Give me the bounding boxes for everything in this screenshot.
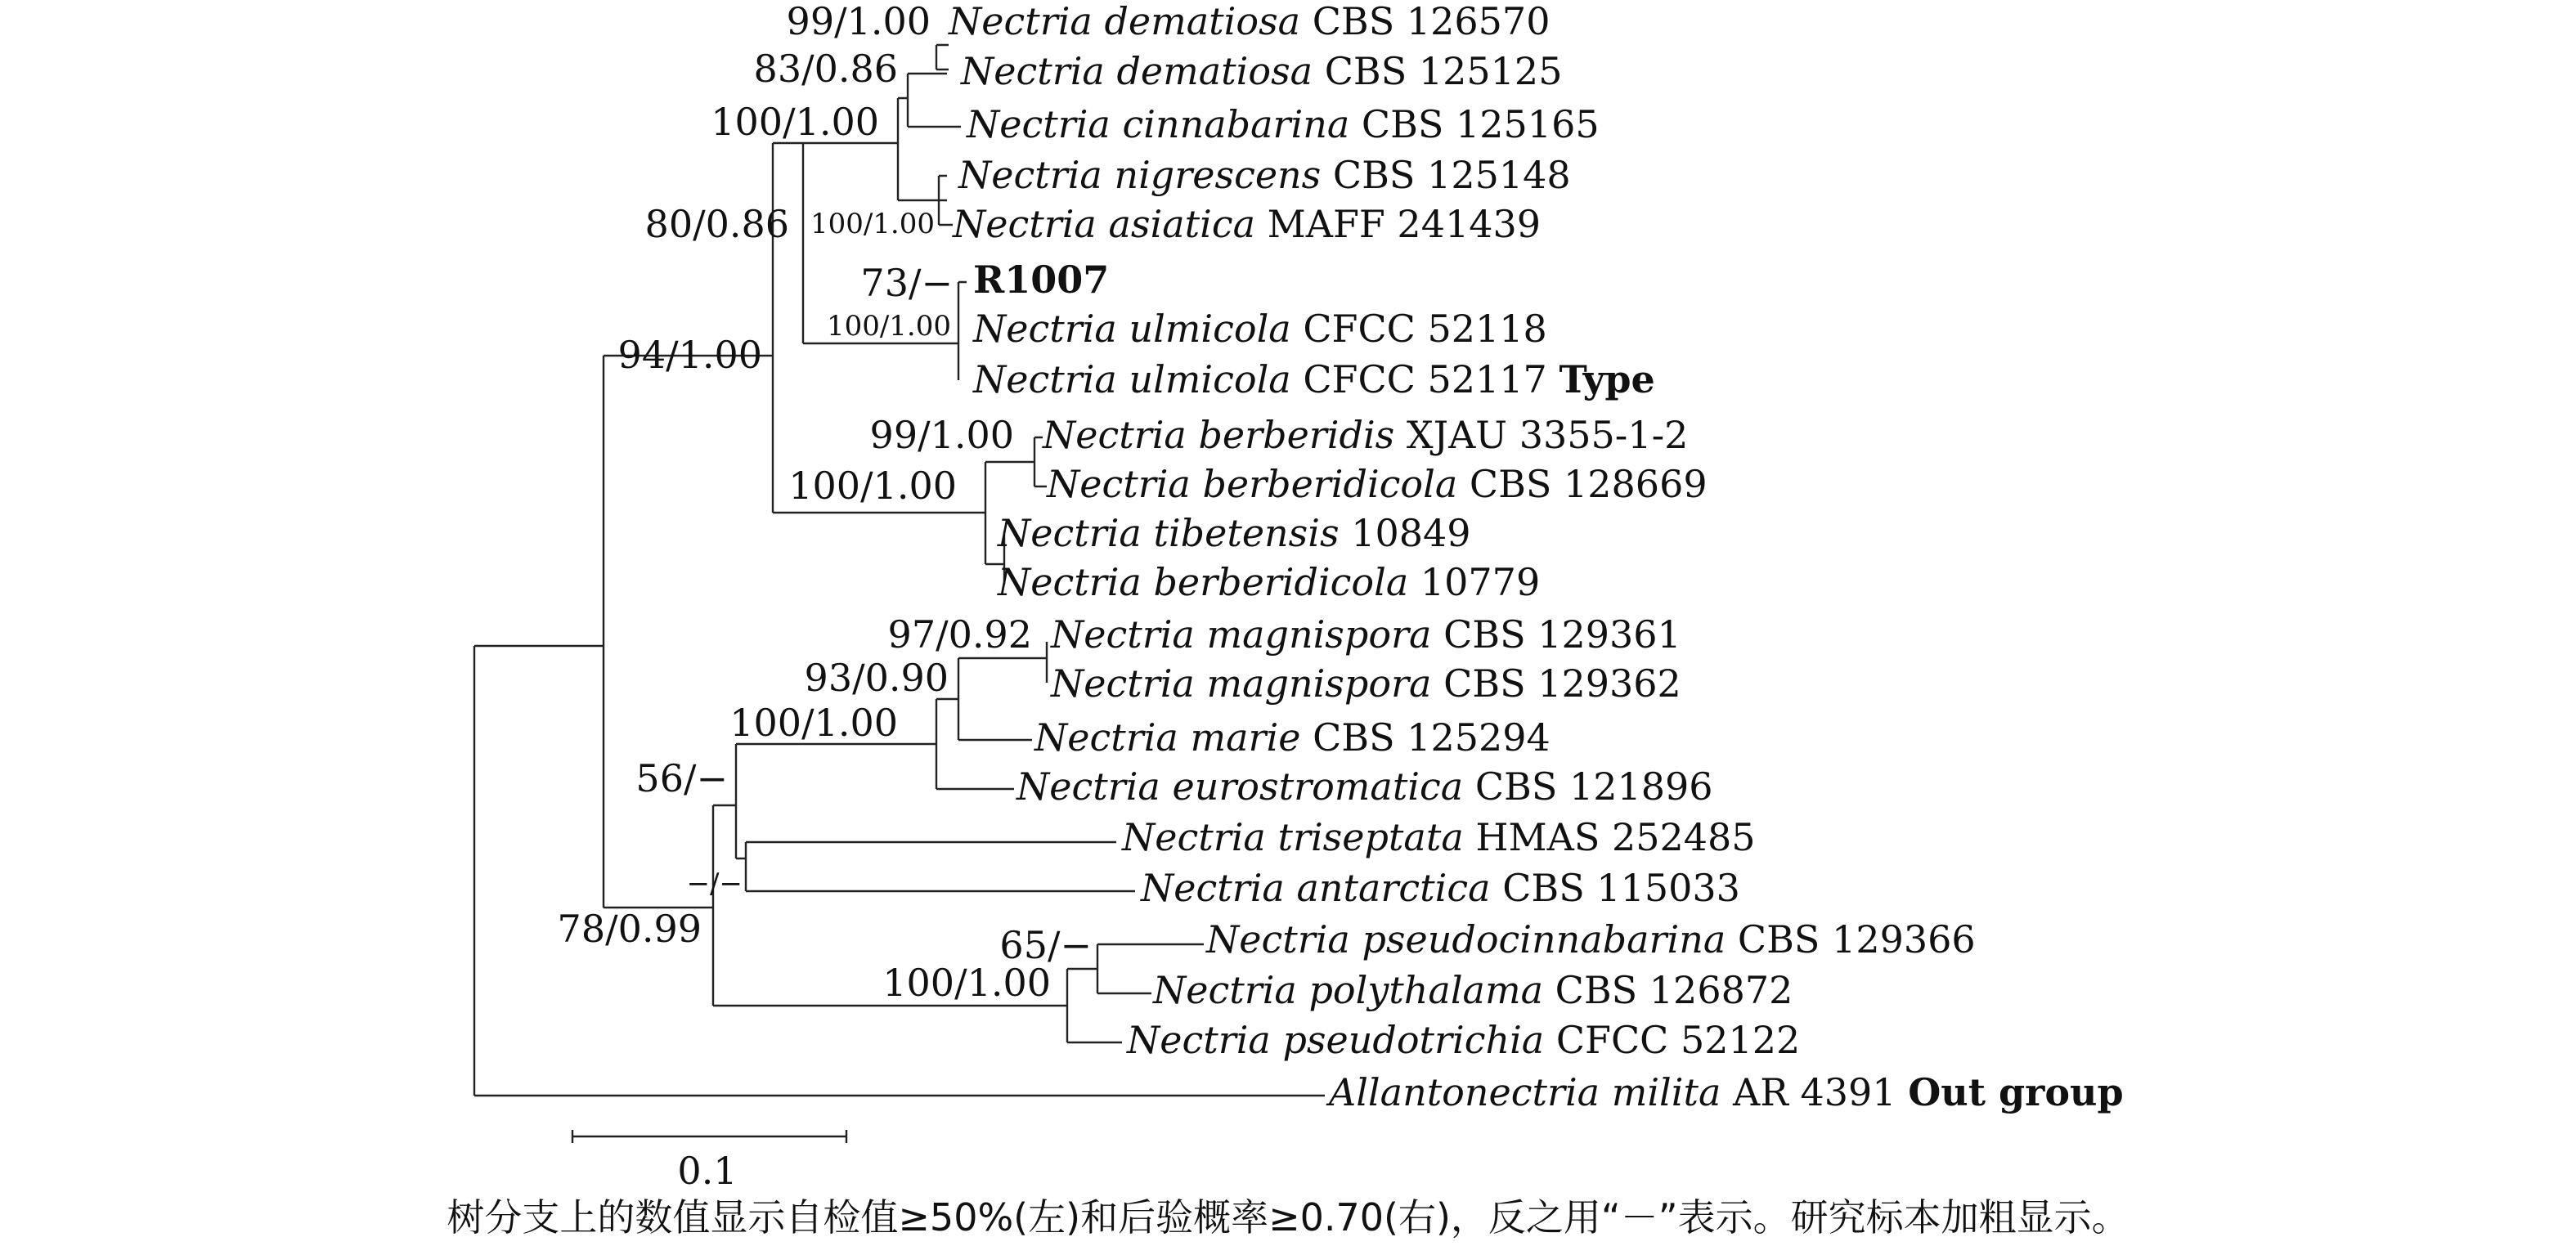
taxon-label: Nectria dematiosa CBS 125125 bbox=[961, 49, 1563, 93]
taxon-label: Nectria eurostromatica CBS 121896 bbox=[1016, 764, 1713, 809]
taxon-label-study-specimen: R1007 bbox=[973, 258, 1110, 302]
support-value: 65/− bbox=[999, 923, 1092, 967]
branch bbox=[908, 74, 961, 127]
taxon-label: Nectria berberidicola 10779 bbox=[998, 560, 1541, 604]
figure-caption: 树分支上的数值显示自检值≥50%(左)和后验概率≥0.70(右)，反之用“－”表示。研究标本加粗显示。 bbox=[447, 1195, 2129, 1239]
support-value: 100/1.00 bbox=[711, 100, 879, 144]
branch bbox=[604, 356, 773, 908]
taxon-label: Nectria asiatica MAFF 241439 bbox=[953, 202, 1542, 246]
support-value: 100/1.00 bbox=[826, 310, 951, 343]
scale-bar-label: 0.1 bbox=[677, 1149, 738, 1193]
taxon-label: Nectria ulmicola CFCC 52117 Type bbox=[973, 357, 1655, 401]
branch bbox=[958, 658, 1047, 740]
taxon-label: Nectria pseudotrichia CFCC 52122 bbox=[1127, 1018, 1801, 1062]
branch bbox=[958, 282, 967, 380]
scale-bar bbox=[572, 1130, 846, 1193]
support-value: 80/0.86 bbox=[644, 202, 789, 246]
branch bbox=[936, 699, 1014, 789]
branch bbox=[746, 842, 1135, 891]
taxon-label: Nectria tibetensis 10849 bbox=[998, 511, 1471, 555]
support-value: 99/1.00 bbox=[869, 413, 1014, 457]
taxon-label: Nectria marie CBS 125294 bbox=[1034, 715, 1551, 760]
support-value: 100/1.00 bbox=[788, 464, 957, 508]
taxon-label: Nectria polythalama CBS 126872 bbox=[1153, 968, 1793, 1012]
taxon-labels bbox=[948, 0, 2124, 1114]
support-value: 56/− bbox=[635, 756, 728, 800]
taxon-label: Nectria cinnabarina CBS 125165 bbox=[967, 102, 1600, 146]
taxon-label: Nectria magnispora CBS 129361 bbox=[1051, 612, 1681, 657]
support-value: 100/1.00 bbox=[882, 961, 1051, 1005]
support-value: 100/1.00 bbox=[729, 701, 898, 745]
support-value: 83/0.86 bbox=[753, 47, 898, 91]
support-value: 99/1.00 bbox=[786, 0, 931, 43]
support-value: 94/1.00 bbox=[617, 333, 762, 377]
taxon-label: Nectria pseudocinnabarina CBS 129366 bbox=[1206, 917, 1976, 961]
support-value: 100/1.00 bbox=[810, 208, 935, 240]
support-value: 97/0.92 bbox=[887, 612, 1032, 657]
taxon-label: Nectria triseptata HMAS 252485 bbox=[1122, 815, 1756, 859]
support-value: 73/− bbox=[860, 261, 953, 305]
support-value: −/− bbox=[686, 867, 743, 900]
taxon-label: Nectria magnispora CBS 129362 bbox=[1051, 661, 1681, 706]
branch bbox=[1067, 969, 1122, 1042]
taxon-label: Nectria dematiosa CBS 126570 bbox=[949, 0, 1551, 43]
support-values bbox=[558, 0, 1092, 1005]
taxon-label: Nectria ulmicola CFCC 52118 bbox=[973, 307, 1547, 351]
support-value: 78/0.99 bbox=[557, 907, 702, 951]
taxon-label: Nectria antarctica CBS 115033 bbox=[1141, 866, 1740, 910]
branch bbox=[936, 45, 949, 69]
support-value: 93/0.90 bbox=[804, 656, 949, 700]
taxon-label-outgroup: Allantonectria milita AR 4391 Out group bbox=[1329, 1070, 2124, 1114]
taxon-label: Nectria berberidis XJAU 3355-1-2 bbox=[1043, 413, 1689, 457]
taxon-label: Nectria nigrescens CBS 125148 bbox=[958, 153, 1571, 197]
taxon-label: Nectria berberidicola CBS 128669 bbox=[1047, 462, 1708, 506]
